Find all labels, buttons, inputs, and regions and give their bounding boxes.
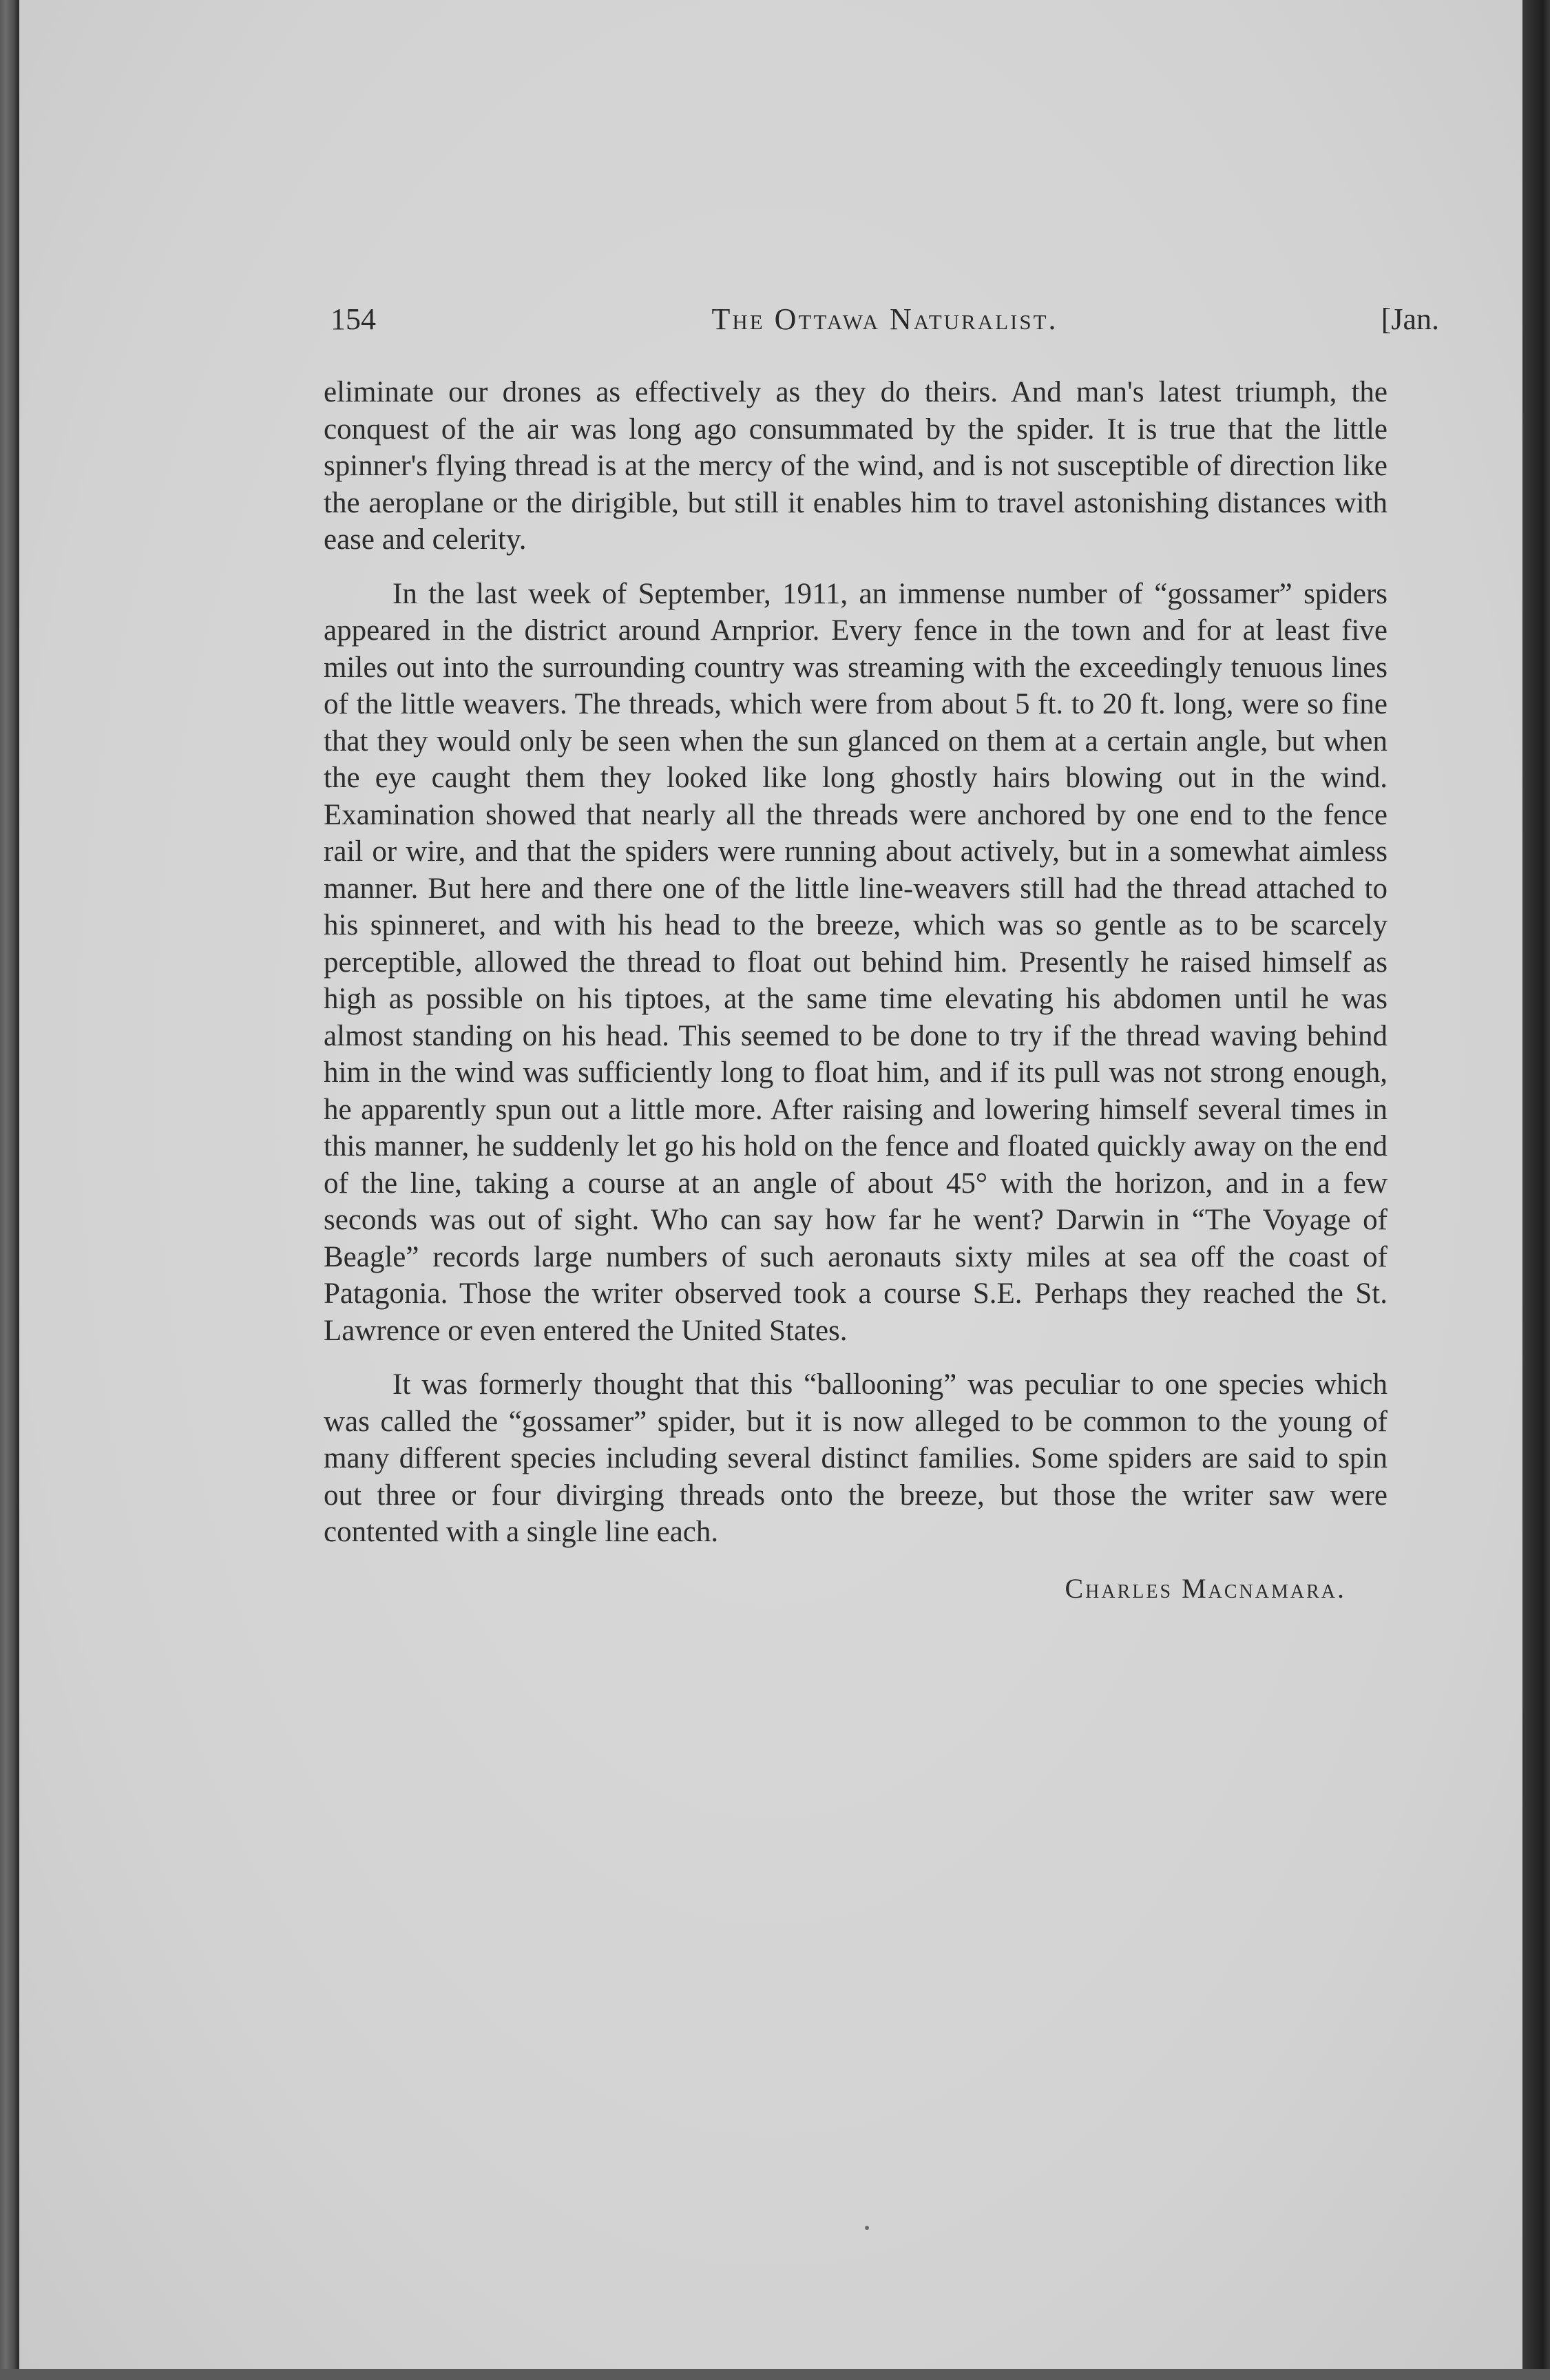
journal-title: The Ottawa Naturalist. <box>711 302 1058 336</box>
paragraph-observation: In the last week of September, 1911, an immense number of “gossamer” spiders appeared in the district around Arnprior. Every fence in the town and for at least five miles out into the surrounding country was streaming with the exceedingly tenuous lines of the little weavers. The threads, which were from about 5 ft. to 20 ft. long, were so fine that they would only be seen when the sun glanced on them at a certain angle, but when the eye caught them they looked like long ghostly hairs blowing out in the wind. Examination showed that nearly all the threads were anchored by one end to the fence rail or wire, and that the spiders were running about actively, but in a somewhat aimless manner. But here and there one of the little line-weavers still had the thread attached to his spinneret, and with his head to the breeze, which was so gentle as to be scarcely perceptible, allowed the thread to float out behind him. Presently he raised himself as high as possible on his tiptoes, at the same time elevating his abdomen until he was almost standing on his head. This seemed to be done to try if the thread waving behind him in the wind was sufficiently long to float him, and if its pull was not strong enough, he apparently spun out a little more. After raising and lowering himself several times in this manner, he suddenly let go his hold on the fence and floated quickly away on the end of the line, taking a course at an angle of about 45° with the horizon, and in a few seconds was out of sight. Who can say how far he went? Darwin in “The Voyage of Beagle” records large numbers of such aeronauts sixty miles at sea off the coast of Patagonia. Those the writer observed took a course S.E. Perhaps they reached the St. Lawrence or even entered the United States. <box>324 577 1387 1347</box>
article-body <box>324 374 1387 1607</box>
author-signature: Charles Macnamara. <box>1065 1572 1346 1604</box>
dust-speck <box>865 2226 869 2230</box>
paragraph-ballooning: It was formerly thought that this “ballooning” was peculiar to one species which was called the “gossamer” spider, but it is now alleged to be common to the young of many different species including several distinct families. Some spiders are said to spin out three or four divirging threads onto the breeze, but those the writer saw were contented with a single line each. <box>324 1368 1387 1548</box>
paragraph-continuation: eliminate our drones as effectively as they do theirs. And man's latest triumph, the conquest of the air was long ago consummated by the spider. It is true that the little spinner's flying thread is at the mercy of the wind, and is not susceptible of direction like the aeroplane or the dirigible, but still it enables him to travel astonishing distances with ease and celerity. <box>324 376 1387 556</box>
page-number: 154 <box>331 302 376 336</box>
scan-edge-bottom <box>0 2369 1550 2380</box>
issue-month: [Jan. <box>1381 302 1439 336</box>
scan-edge-right <box>1522 0 1550 2380</box>
running-header <box>331 302 1439 350</box>
